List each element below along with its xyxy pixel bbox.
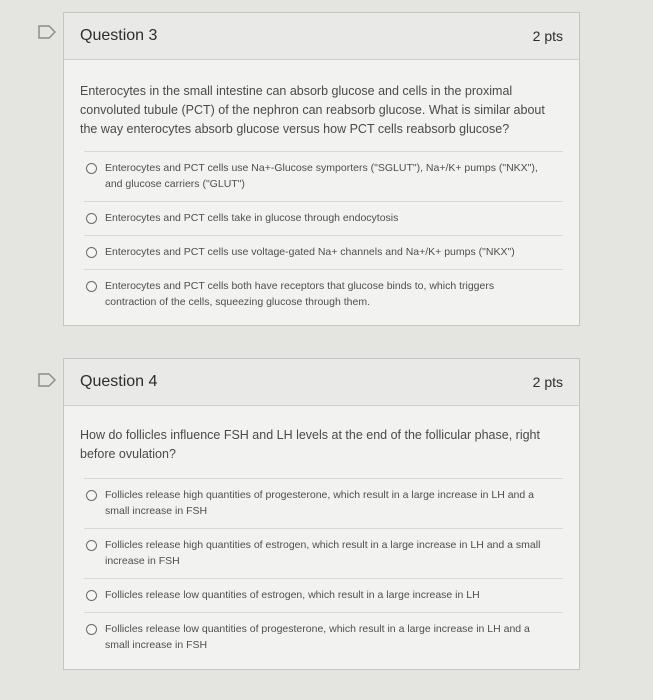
answer-list — [64, 151, 579, 329]
question-points: 2 pts — [532, 28, 563, 44]
answer-text: Enterocytes and PCT cells take in glucose through endocytosis — [105, 212, 399, 224]
radio-button[interactable] — [86, 540, 97, 551]
question-points: 2 pts — [532, 374, 563, 390]
radio-button[interactable] — [86, 213, 97, 224]
answer-option[interactable] — [84, 528, 563, 578]
answer-text: Follicles release high quantities of estrogen, which result in a large increase in LH and a small increase in FSH — [105, 539, 541, 567]
answer-list — [64, 478, 579, 672]
radio-button[interactable] — [86, 590, 97, 601]
answer-text: Enterocytes and PCT cells both have receptors that glucose binds to, which triggers contraction of the cells, squeezing glucose through them. — [105, 280, 495, 308]
answer-option[interactable] — [84, 578, 563, 612]
radio-button[interactable] — [86, 281, 97, 292]
flag-question-icon[interactable] — [38, 373, 56, 387]
question-header — [64, 359, 579, 406]
answer-option[interactable] — [84, 478, 563, 528]
answer-text: Enterocytes and PCT cells use Na+-Glucose symporters ("SGLUT"), Na+/K+ pumps ("NKX"), and glucose carriers ("GLUT") — [105, 162, 538, 190]
answer-text: Enterocytes and PCT cells use voltage-gated Na+ channels and Na+/K+ pumps ("NKX") — [105, 246, 515, 258]
radio-button[interactable] — [86, 624, 97, 635]
answer-option[interactable] — [84, 612, 563, 662]
question-card — [63, 358, 580, 670]
answer-option[interactable] — [84, 269, 563, 319]
radio-button[interactable] — [86, 163, 97, 174]
answer-option[interactable] — [84, 235, 563, 269]
answer-text: Follicles release high quantities of progesterone, which result in a large increase in LH and a small increase in FSH — [105, 489, 534, 517]
answer-option[interactable] — [84, 201, 563, 235]
question-title: Question 3 — [80, 27, 158, 44]
question-header — [64, 13, 579, 60]
radio-button[interactable] — [86, 247, 97, 258]
question-text: How do follicles influence FSH and LH levels at the end of the follicular phase, right before ovulation? — [80, 428, 540, 461]
radio-button[interactable] — [86, 490, 97, 501]
answer-option[interactable] — [84, 151, 563, 201]
question-title: Question 4 — [80, 373, 158, 390]
flag-question-icon[interactable] — [38, 25, 56, 39]
question-card — [63, 12, 580, 326]
answer-text: Follicles release low quantities of progesterone, which result in a large increase in LH and a small increase in FSH — [105, 623, 530, 651]
answer-text: Follicles release low quantities of estrogen, which result in a large increase in LH — [105, 589, 480, 601]
question-text: Enterocytes in the small intestine can absorb glucose and cells in the proximal convoluted tubule (PCT) of the nephron can reabsorb glucose. What is similar about the way enterocytes absorb glucose versus how PCT cells reabsorb glucose? — [80, 84, 545, 136]
